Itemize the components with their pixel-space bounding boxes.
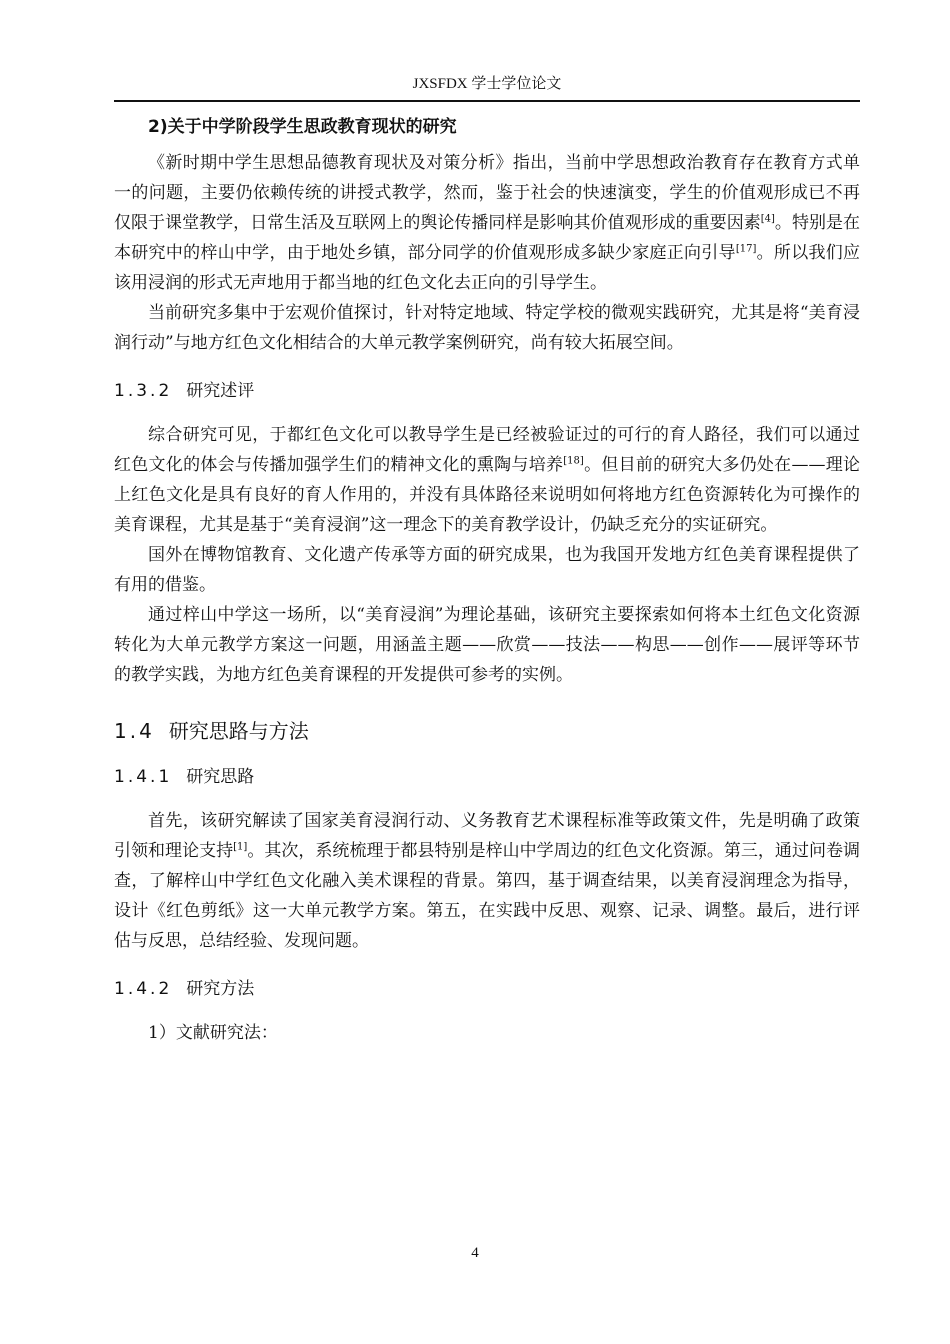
paragraph: [114, 148, 860, 298]
section-number: 1.4: [114, 719, 155, 743]
section-heading-1-3-2: [114, 376, 860, 406]
header-rule: [114, 100, 860, 102]
paragraph-text: 《新时期中学生思想品德教育现状及对策分析》指出，当前中学思想政治教育存在教育方式单一的问题，主要仍依赖传统的讲授式教学，然而，鉴于社会的快速演变，学生的价值观形成已不再仅限于课堂教学，日常生活及互联网上的舆论传播同样是影响其价值观形成的重要因素: [114, 153, 860, 233]
paragraph-text: 。所以我们应该用浸润的形式无声地用于都当地的红色文化去正向的引导学生。: [114, 243, 861, 293]
list-item: 1）文献研究法：: [148, 1023, 278, 1043]
section-number: 1.3.2: [114, 381, 173, 401]
citation: [17]: [735, 243, 757, 255]
paragraph-text: 。但目前的研究大多仍处在——理论上红色文化是具有良好的育人作用的，并没有具体路径来说明如何将地方红色资源转化为可操作的美育课程，尤其是基于“美育浸润”这一理念下的美育教学设计，仍缺乏充分的实证研究。: [114, 455, 861, 535]
section-heading-1-4: [114, 714, 860, 748]
paragraph: 当前研究多集中于宏观价值探讨，针对特定地域、特定学校的微观实践研究，尤其是将“美育浸润行动”与地方红色文化相结合的大单元教学案例研究，尚有较大拓展空间。: [114, 303, 860, 353]
paragraph-text: 综合研究可见，于都红色文化可以教导学生是已经被验证过的可行的育人路径，我们可以通过红色文化的体会与传播加强学生们的精神文化的熏陶与培养: [114, 425, 860, 475]
paragraph: [114, 420, 860, 540]
section-title: 研究述评: [186, 381, 255, 401]
page-number: 4: [471, 1245, 479, 1261]
paragraph: [114, 806, 860, 956]
section-number: 1.4.2: [114, 979, 173, 999]
citation: [1]: [233, 841, 248, 853]
citation: [4]: [760, 213, 775, 225]
citation: [18]: [563, 455, 584, 467]
paragraph-text: 。其次，系统梳理于都县特别是梓山中学周边的红色文化资源。第三，通过问卷调查，了解梓山中学红色文化融入美术课程的背景。第四，基于调查结果，以美育浸润理念为指导，设计《红色剪纸》这一大单元教学方案。第五，在实践中反思、观察、记录、调整。最后，进行评估与反思，总结经验、发现问题。: [114, 841, 861, 951]
paragraph-text: 。特别是在本研究中的梓山中学，由于地处乡镇，部分同学的价值观形成多缺少家庭正向引导: [114, 213, 861, 263]
section-heading-1-4-1: [114, 762, 860, 792]
subheading-current-status: 2)关于中学阶段学生思政教育现状的研究: [148, 117, 457, 137]
section-number: 1.4.1: [114, 767, 173, 787]
page-body: [114, 112, 860, 1048]
section-heading-1-4-2: [114, 974, 860, 1004]
paragraph: 通过梓山中学这一场所，以“美育浸润”为理论基础，该研究主要探索如何将本土红色文化资源转化为大单元教学方案这一问题，用涵盖主题——欣赏——技法——构思——创作——展评等环节的教学实践，为地方红色美育课程的开发提供可参考的实例。: [114, 605, 860, 685]
section-title: 研究思路: [186, 767, 255, 787]
section-title: 研究思路与方法: [168, 719, 309, 743]
section-title: 研究方法: [186, 979, 255, 999]
paragraph-text: 首先，该研究解读了国家美育浸润行动、义务教育艺术课程标准等政策文件，先是明确了政策引领和理论支持: [114, 811, 860, 861]
running-header: JXSFDX 学士学位论文: [412, 76, 562, 92]
paragraph: 国外在博物馆教育、文化遗产传承等方面的研究成果，也为我国开发地方红色美育课程提供了有用的借鉴。: [114, 545, 860, 595]
